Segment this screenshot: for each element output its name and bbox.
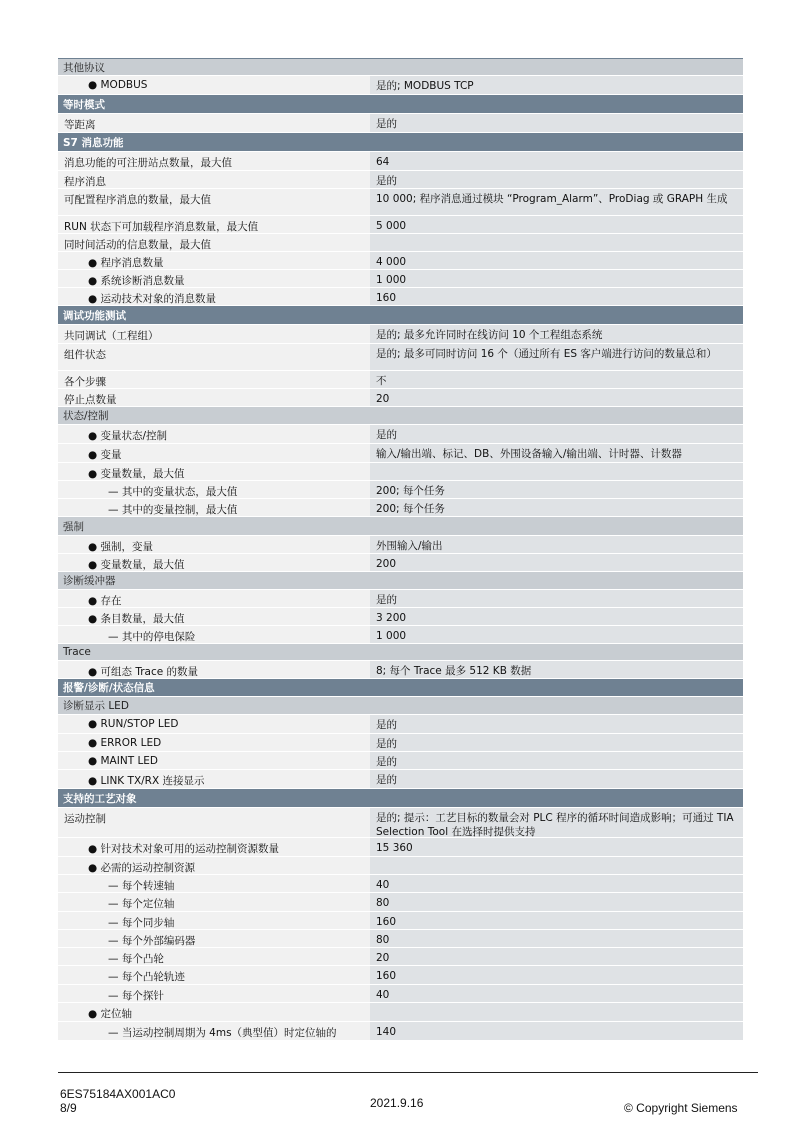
section-header: 调试功能测试 [58,306,743,325]
footer-rule [58,1072,758,1073]
spec-row [58,734,743,752]
spec-value: 不 [370,371,743,388]
spec-row [58,444,743,463]
spec-value: 4 000 [370,252,743,269]
subsection-header: 强制 [58,517,743,536]
spec-row [58,216,743,234]
spec-value: 20 [370,389,743,406]
spec-value: 160 [370,912,743,929]
spec-table [58,59,743,1041]
spec-value: 8; 每个 Trace 最多 512 KB 数据 [370,661,743,678]
spec-label: — 每个凸轮轨迹 [58,966,370,984]
spec-label: 程序消息 [58,171,370,188]
spec-value: 是的 [370,734,743,751]
spec-row [58,425,743,444]
spec-label: 可配置程序消息的数量，最大值 [58,189,370,215]
spec-row [58,608,743,626]
spec-value: 是的; 最多允许同时在线访问 10 个工程组态系统 [370,325,743,343]
spec-value: 200; 每个任务 [370,499,743,516]
spec-label: ● 运动技术对象的消息数量 [58,288,370,305]
spec-value [370,857,743,874]
spec-row [58,114,743,133]
spec-value: 160 [370,288,743,305]
spec-label: 消息功能的可注册站点数量，最大值 [58,152,370,170]
spec-row [58,1022,743,1041]
spec-label: — 其中的变量状态，最大值 [58,481,370,498]
spec-row [58,875,743,893]
spec-row [58,808,743,838]
spec-label: — 当运动控制周期为 4ms（典型值）时定位轴的 [58,1022,370,1040]
spec-label: — 每个外部编码器 [58,930,370,947]
spec-label: ● 针对技术对象可用的运动控制资源数量 [58,838,370,856]
spec-row [58,626,743,644]
spec-row [58,752,743,770]
spec-value: 5 000 [370,216,743,233]
spec-row [58,661,743,679]
spec-label: — 每个转速轴 [58,875,370,892]
spec-row [58,966,743,985]
spec-label: ● LINK TX/RX 连接显示 [58,770,370,788]
subsection-header: 诊断显示 LED [58,697,743,715]
spec-value: 64 [370,152,743,170]
spec-value: 外围输入/输出 [370,536,743,553]
subsection-header: Trace [58,644,743,661]
spec-label: ● 变量状态/控制 [58,425,370,443]
spec-value: 20 [370,948,743,965]
spec-row [58,985,743,1003]
spec-row [58,770,743,789]
subsection-header: 其他协议 [58,59,743,76]
spec-row [58,76,743,95]
spec-row [58,590,743,608]
subsection-header: 状态/控制 [58,407,743,425]
spec-value: 1 000 [370,270,743,287]
spec-label: ● RUN/STOP LED [58,715,370,733]
spec-value: 是的 [370,715,743,733]
spec-label: RUN 状态下可加载程序消息数量，最大值 [58,216,370,233]
spec-row [58,344,743,371]
spec-label: ● 程序消息数量 [58,252,370,269]
spec-value [370,1003,743,1021]
footer-date: 2021.9.16 [370,1096,424,1110]
spec-value: 80 [370,893,743,911]
spec-label: ● 定位轴 [58,1003,370,1021]
spec-row [58,1003,743,1022]
spec-row [58,536,743,554]
spec-label: — 每个同步轴 [58,912,370,929]
spec-row [58,389,743,407]
spec-value: 1 000 [370,626,743,643]
spec-value [370,234,743,251]
spec-label: ● 变量数量，最大值 [58,463,370,480]
spec-label: 共同调试（工程组） [58,325,370,343]
spec-row [58,270,743,288]
spec-label: 运动控制 [58,808,370,837]
footer-doc-id: 6ES75184AX001AC0 [60,1087,176,1101]
spec-row [58,252,743,270]
spec-label: — 每个定位轴 [58,893,370,911]
spec-row [58,481,743,499]
spec-label: ● MAINT LED [58,752,370,769]
spec-label: ● 变量数量，最大值 [58,554,370,571]
subsection-header: 诊断缓冲器 [58,572,743,590]
spec-value: 输入/输出端、标记、DB、外围设备输入/输出端、计时器、计数器 [370,444,743,462]
spec-label: — 每个探针 [58,985,370,1002]
spec-label: ● 系统诊断消息数量 [58,270,370,287]
spec-label: ● ERROR LED [58,734,370,751]
spec-value: 40 [370,985,743,1002]
spec-value: 40 [370,875,743,892]
spec-row [58,189,743,216]
spec-value: 10 000; 程序消息通过模块 “Program_Alarm”、ProDiag 或 GRAPH 生成 [370,189,743,215]
spec-label: 同时间活动的信息数量，最大值 [58,234,370,251]
spec-row [58,838,743,857]
spec-label: — 其中的停电保险 [58,626,370,643]
spec-row [58,288,743,306]
spec-value: 200; 每个任务 [370,481,743,498]
spec-value: 是的 [370,114,743,132]
spec-label: ● 变量 [58,444,370,462]
spec-row [58,499,743,517]
spec-value: 是的; MODBUS TCP [370,76,743,94]
spec-value: 15 360 [370,838,743,856]
spec-label: ● 可组态 Trace 的数量 [58,661,370,678]
spec-label: — 其中的变量控制，最大值 [58,499,370,516]
spec-row [58,715,743,734]
spec-value: 是的 [370,770,743,788]
section-header: S7 消息功能 [58,133,743,152]
section-header: 等时模式 [58,95,743,114]
spec-label: 组件状态 [58,344,370,370]
spec-row [58,930,743,948]
spec-value: 3 200 [370,608,743,625]
spec-value: 是的 [370,590,743,607]
spec-row [58,463,743,481]
spec-value: 80 [370,930,743,947]
spec-label: 等距离 [58,114,370,132]
spec-row [58,371,743,389]
spec-row [58,912,743,930]
spec-label: ● 必需的运动控制资源 [58,857,370,874]
spec-value: 是的 [370,752,743,769]
spec-label: — 每个凸轮 [58,948,370,965]
spec-value: 是的 [370,425,743,443]
spec-row [58,948,743,966]
spec-row [58,171,743,189]
spec-row [58,857,743,875]
spec-value: 160 [370,966,743,984]
spec-row [58,893,743,912]
spec-value [370,463,743,480]
spec-value: 是的 [370,171,743,188]
spec-label: ● 条目数量，最大值 [58,608,370,625]
section-header: 报警/诊断/状态信息 [58,679,743,697]
spec-label: ● 强制，变量 [58,536,370,553]
spec-label: 停止点数量 [58,389,370,406]
spec-value: 是的; 最多可同时访问 16 个（通过所有 ES 客户端进行访问的数量总和） [370,344,743,370]
spec-value: 是的; 提示：工艺目标的数量会对 PLC 程序的循环时间造成影响；可通过 TIA Selection Tool 在选择时提供支持 [370,808,743,837]
spec-row [58,325,743,344]
spec-value: 140 [370,1022,743,1040]
footer-copyright: © Copyright Siemens [624,1101,738,1115]
spec-value: 200 [370,554,743,571]
spec-label: ● MODBUS [58,76,370,94]
footer-page-number: 8/9 [60,1101,77,1115]
spec-row [58,234,743,252]
spec-label: ● 存在 [58,590,370,607]
spec-row [58,554,743,572]
spec-row [58,152,743,171]
spec-label: 各个步骤 [58,371,370,388]
section-header: 支持的工艺对象 [58,789,743,808]
